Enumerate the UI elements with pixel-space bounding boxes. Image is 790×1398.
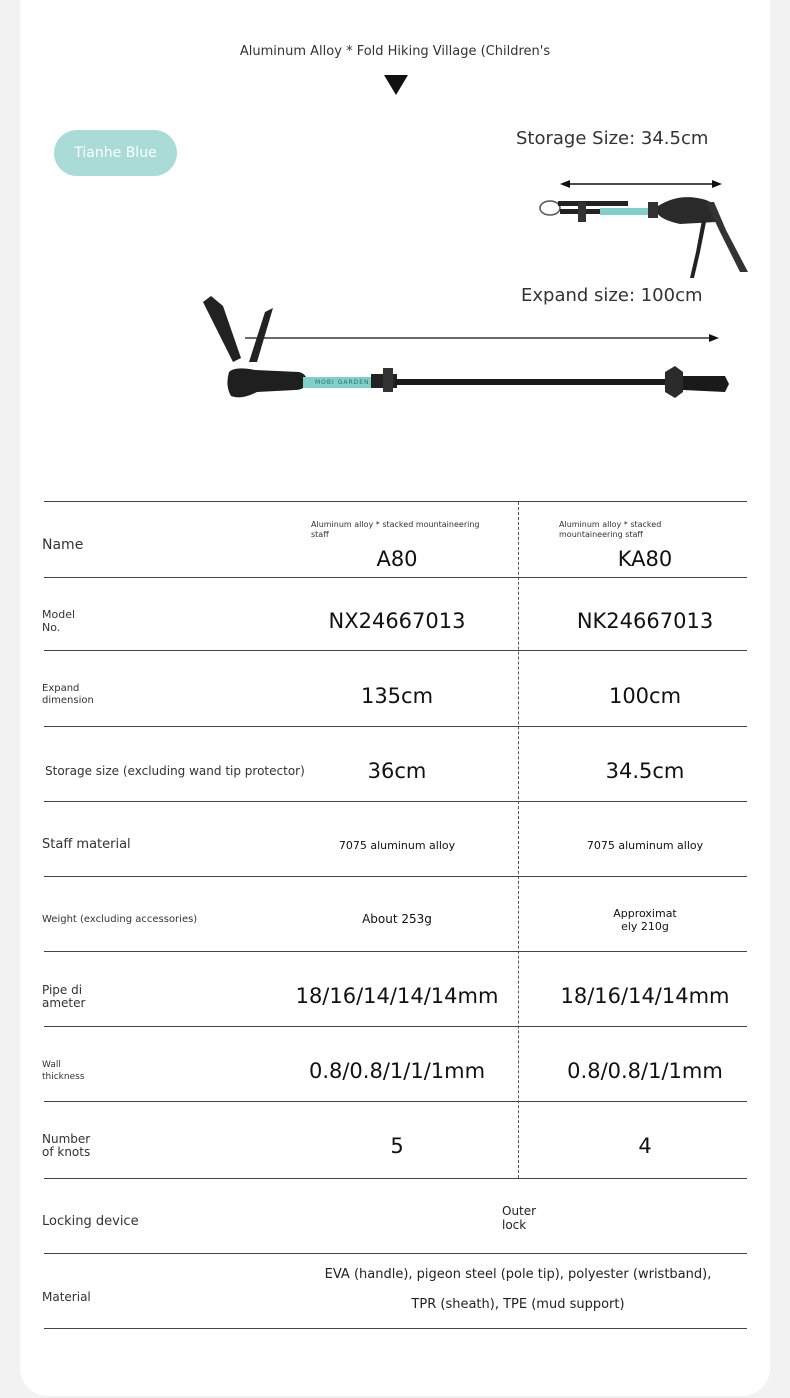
material-value: EVA (handle), pigeon steel (pole tip), polyester (wristband), TPR (sheath), TPE (mud support): [324, 1267, 712, 1312]
expand-size-label: Expand size: 100cm: [521, 285, 703, 306]
table-divider: [44, 1328, 747, 1329]
table-divider: [44, 876, 747, 877]
weight-b-value: Approximat ely 210g: [613, 907, 677, 933]
storage-a-value: 36cm: [367, 759, 427, 783]
table-divider: [44, 1178, 747, 1179]
table-divider: [44, 801, 747, 802]
knots-a-value: 5: [390, 1134, 404, 1158]
name-a-value: A80: [376, 547, 418, 571]
row-label-storage: Storage size (excluding wand tip protector): [45, 764, 305, 778]
weight-a-value: About 253g: [362, 912, 432, 926]
expanded-pole-illustration: [195, 292, 740, 412]
row-label-staff-material: Staff material: [42, 837, 131, 852]
page-title: Aluminum Alloy * Fold Hiking Village (Children's: [239, 44, 551, 59]
row-label-wall-thickness: Wall thickness: [42, 1060, 85, 1082]
expand-a-value: 135cm: [360, 684, 434, 708]
table-divider: [44, 951, 747, 952]
locking-value: Outer lock: [502, 1204, 537, 1232]
row-label-material: Material: [42, 1290, 91, 1304]
row-label-locking: Locking device: [42, 1214, 139, 1229]
table-divider: [44, 650, 747, 651]
row-label-expand: Expand dimension: [42, 683, 94, 706]
staff-material-a-value: 7075 aluminum alloy: [338, 839, 456, 852]
storage-b-value: 34.5cm: [605, 759, 685, 783]
table-divider: [44, 501, 747, 502]
name-a-subtitle: Aluminum alloy * stacked mountaineering staff: [311, 520, 480, 539]
down-arrow-icon: [384, 75, 408, 95]
row-label-name: Name: [42, 537, 84, 553]
pipe-b-value: 18/16/14/14mm: [560, 984, 730, 1008]
storage-size-label: Storage Size: 34.5cm: [516, 128, 709, 149]
model-b-value: NK24667013: [576, 609, 714, 633]
row-label-pipe-diameter: Pipe di ameter: [42, 983, 86, 1010]
name-b-subtitle: Aluminum alloy * stacked mountaineering staff: [559, 520, 662, 539]
color-badge: Tianhe Blue: [54, 130, 177, 176]
table-divider: [44, 1101, 747, 1102]
shaft-brand-text: MOBI GARDEN: [315, 379, 370, 386]
model-a-value: NX24667013: [328, 609, 466, 633]
row-label-knots: Number of knots: [42, 1132, 91, 1159]
table-divider: [44, 1253, 747, 1254]
staff-material-b-value: 7075 aluminum alloy: [586, 839, 704, 852]
table-divider: [44, 726, 747, 727]
wall-a-value: 0.8/0.8/1/1/1mm: [308, 1059, 486, 1083]
knots-b-value: 4: [638, 1134, 652, 1158]
expand-b-value: 100cm: [608, 684, 682, 708]
row-label-weight: Weight (excluding accessories): [42, 914, 198, 925]
expand-dimension-arrow: [245, 334, 719, 342]
folded-pole-illustration: [530, 172, 760, 282]
row-label-model: Model No.: [42, 608, 76, 634]
table-divider: [44, 577, 747, 578]
pipe-a-value: 18/16/14/14/14mm: [295, 984, 499, 1008]
wall-b-value: 0.8/0.8/1/1mm: [567, 1059, 723, 1083]
column-divider: [518, 502, 519, 1178]
storage-dimension-arrow: [560, 180, 722, 188]
name-b-value: KA80: [617, 547, 673, 571]
table-divider: [44, 1026, 747, 1027]
